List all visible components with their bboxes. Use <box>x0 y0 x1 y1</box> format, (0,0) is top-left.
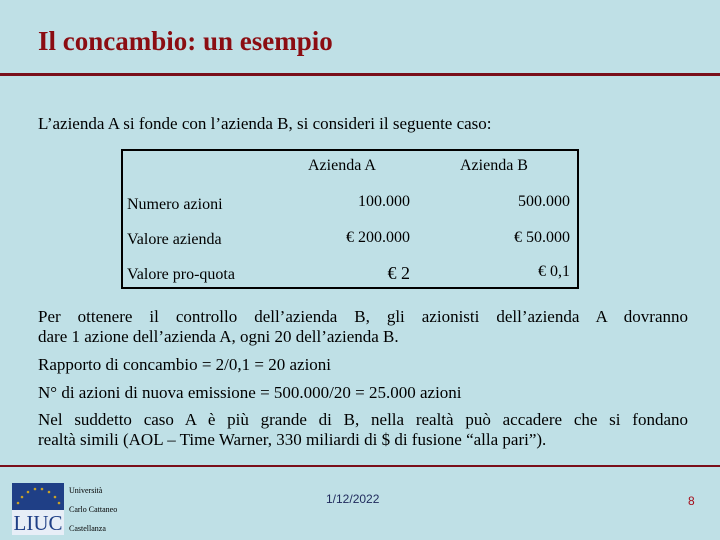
paragraph-1-line-1: Per ottenere il controllo dell’azienda B, gli azionisti dell’azienda A dovranno <box>38 307 688 326</box>
paragraph-1-line-2: dare 1 azione dell’azienda A, ogni 20 dell’azienda B. <box>38 327 399 346</box>
university-line-1: Università <box>69 486 103 495</box>
university-line-3: Castellanza <box>69 524 106 533</box>
cell-a-numero-azioni: 100.000 <box>358 193 410 210</box>
cell-b-numero-azioni: 500.000 <box>518 193 570 210</box>
page-number: 8 <box>688 494 695 508</box>
table-header-azienda-a: Azienda A <box>308 157 376 174</box>
title-divider <box>0 73 720 76</box>
cell-b-valore-pro-quota: € 0,1 <box>538 263 570 280</box>
table-header-azienda-b: Azienda B <box>460 157 528 174</box>
logo-text: LIUC <box>13 511 63 535</box>
university-line-2: Carlo Cattaneo <box>69 505 118 514</box>
cell-a-valore-pro-quota: € 2 <box>387 263 410 283</box>
cell-b-valore-azienda: € 50.000 <box>514 229 570 246</box>
paragraph-4-line-2: realtà simili (AOL – Time Warner, 330 miliardi di $ di fusione “alla pari”). <box>38 430 547 449</box>
footer-divider <box>0 465 720 467</box>
row-label-valore-azienda: Valore azienda <box>127 231 222 248</box>
liuc-logo-icon <box>12 483 64 535</box>
intro-text: L’azienda A si fonde con l’azienda B, si consideri il seguente caso: <box>38 114 492 133</box>
paragraph-new-shares: N° di azioni di nuova emissione = 500.000/20 = 25.000 azioni <box>38 383 462 402</box>
footer-date: 1/12/2022 <box>326 492 380 506</box>
row-label-numero-azioni: Numero azioni <box>127 196 223 213</box>
paragraph-concambio-ratio: Rapporto di concambio = 2/0,1 = 20 azioni <box>38 355 332 374</box>
paragraph-4-line-1: Nel suddetto caso A è più grande di B, nella realtà può accadere che si fondano <box>38 410 688 429</box>
slide-title: Il concambio: un esempio <box>38 26 333 56</box>
row-label-valore-pro-quota: Valore pro-quota <box>127 266 235 283</box>
cell-a-valore-azienda: € 200.000 <box>346 229 410 246</box>
